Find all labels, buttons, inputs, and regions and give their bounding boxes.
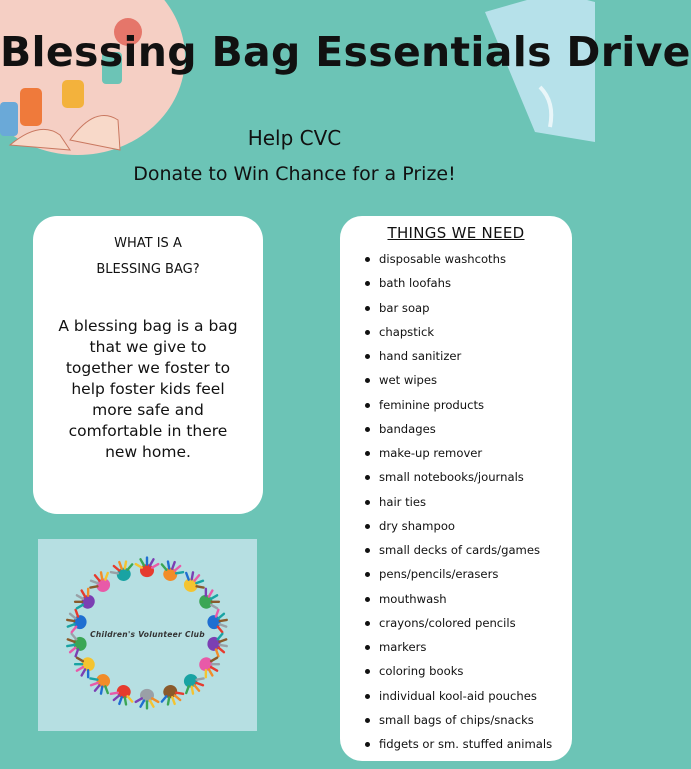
subtitle-help: Help CVC: [247, 126, 342, 150]
list-item: bath loofahs: [362, 271, 572, 295]
list-item: small notebooks/journals: [362, 465, 572, 489]
handprint-icon: [109, 682, 137, 708]
page-title: Blessing Bag Essentials Drive: [0, 28, 691, 76]
list-item: small bags of chips/snacks: [362, 708, 572, 732]
handprint-icon: [109, 558, 137, 584]
list-item: wet wipes: [362, 368, 572, 392]
list-item: pens/pencils/erasers: [362, 562, 572, 586]
club-logo: [38, 539, 257, 731]
list-item: markers: [362, 635, 572, 659]
club-logo-text: Children's Volunteer Club: [90, 630, 205, 639]
things-we-need-card: [340, 216, 572, 761]
handprint-icon: [157, 682, 185, 708]
list-item: feminine products: [362, 393, 572, 417]
what-is-card: [33, 216, 263, 514]
list-item: coloring books: [362, 659, 572, 683]
question-line-2: BLESSING BAG?: [96, 262, 200, 277]
list-item: bandages: [362, 417, 572, 441]
list-item: small decks of cards/games: [362, 538, 572, 562]
list-item: individual kool-aid pouches: [362, 684, 572, 708]
list-item: make-up remover: [362, 441, 572, 465]
list-item: disposable washcoths: [362, 247, 572, 271]
list-item: chapstick: [362, 320, 572, 344]
list-item: mouthwash: [362, 587, 572, 611]
list-item: hair ties: [362, 490, 572, 514]
answer-text: A blessing bag is a bag that we give to together we foster to help foster kids feel more safe and comfortable in there new home.: [58, 317, 238, 461]
subtitle-donate: Donate to Win Chance for a Prize!: [133, 163, 456, 185]
handprint-icon: [157, 558, 185, 584]
list-item: fidgets or sm. stuffed animals: [362, 732, 572, 756]
needs-title: THINGS WE NEED: [387, 224, 525, 242]
handprint-icon: [136, 558, 159, 578]
list-item: bar soap: [362, 296, 572, 320]
question-line-1: WHAT IS A: [114, 236, 182, 251]
list-item: hand sanitizer: [362, 344, 572, 368]
list-item: dry shampoo: [362, 514, 572, 538]
handprint-icon: [136, 689, 159, 709]
needs-list: [362, 247, 572, 756]
list-item: crayons/colored pencils: [362, 611, 572, 635]
